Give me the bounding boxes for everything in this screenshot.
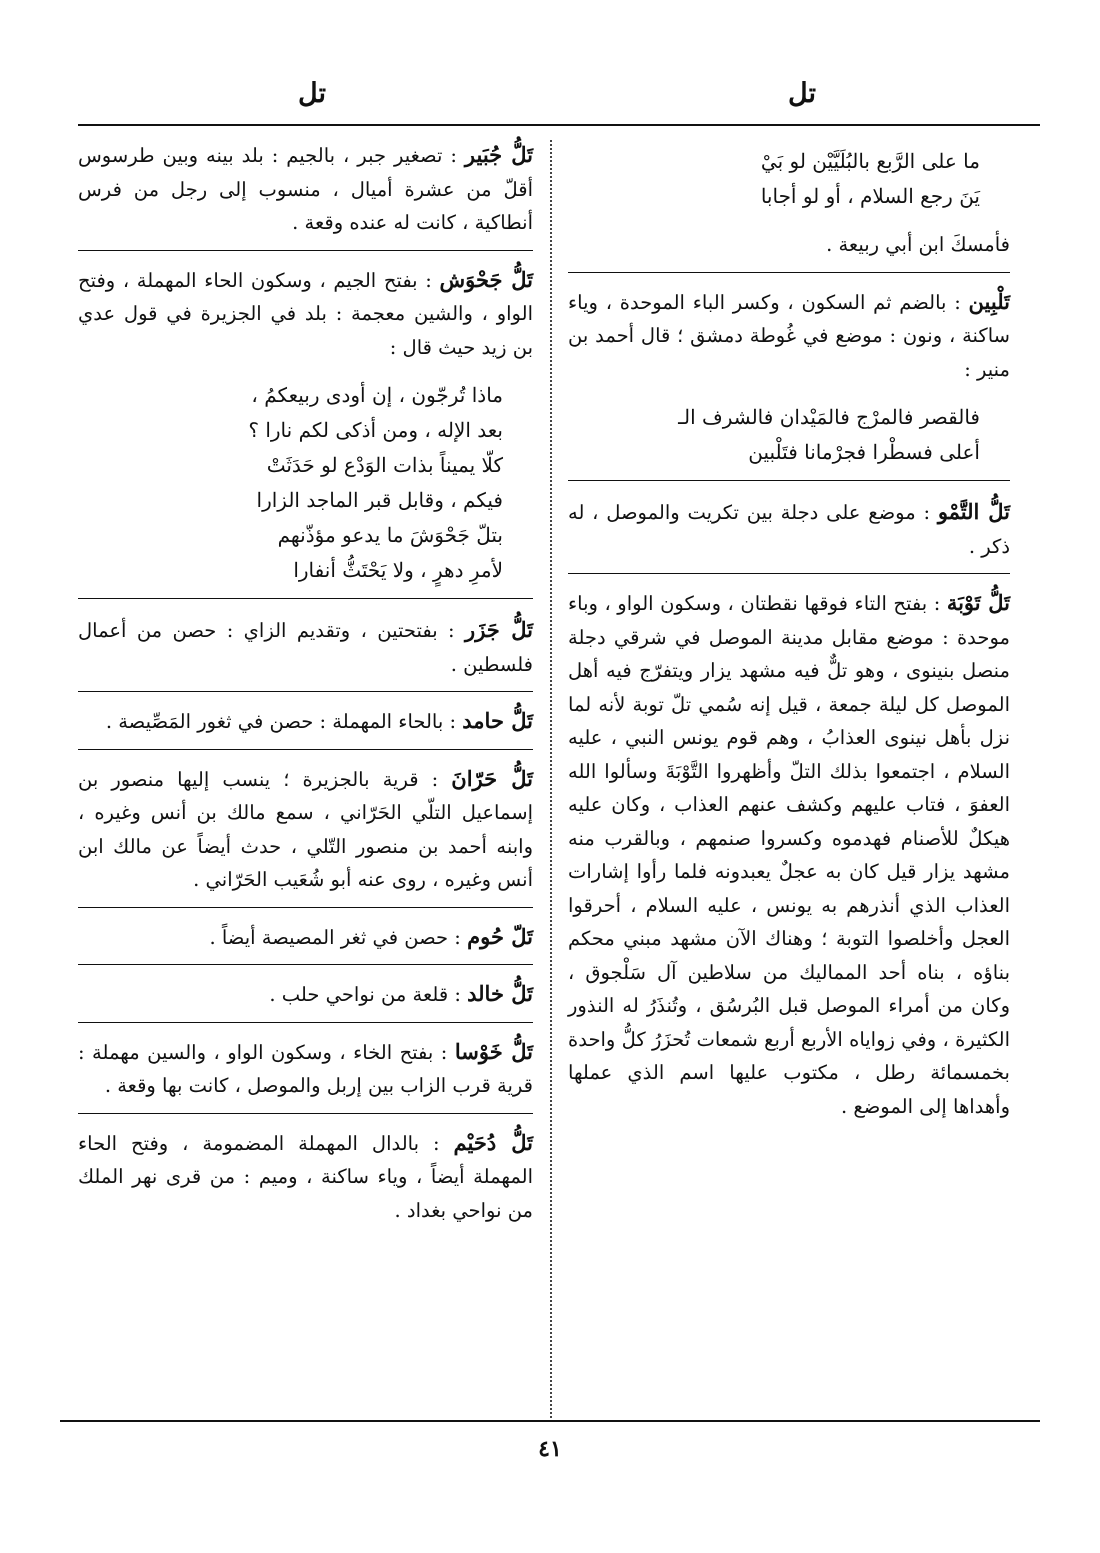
entry-headword: تَلُّ دُحَيْم bbox=[453, 1129, 533, 1155]
verse-block bbox=[78, 378, 533, 599]
entry-headword: تَلُّ خالد bbox=[467, 981, 533, 1006]
header-word-right: تل bbox=[788, 78, 816, 109]
verse-line: ماذا تُرجّون ، إن أودى ربيعكمُ ، bbox=[251, 383, 503, 407]
verse-line: فالقصر فالمرْج فالمَيْدان فالشرف الـ bbox=[678, 405, 980, 429]
entry-text: : بفتح التاء فوقها نقطتان ، وسكون الواو ، وباء موحدة : موضع مقابل مدينة الموصل في شرقي دجلة منصل بنينوى ، وهو تلٌّ فيه مشهد يزار ويتفرّج فيه أهل الموصل كل ليلة جمعة ، قيل إنه سُمي تلّ توبة لأنه لما نزل بأهل نينوى العذابُ ، وهم قوم يونس النبي ، عليه السلام ، اجتمعوا بذلك التلّ وأظهروا التَّوْبَةَ وسألوا الله العفوَ ، فتاب عليهم وكشف عنهم العذاب ، وكان عليه هيكلٌ للأصنام فهدموه وكسروا صنمهم ، وبالقرب منه مشهد يزار قيل كان به عجلٌ يعبدونه فلما رأوا إشارات العذاب الذي أنذرهم به يونس ، عليه السلام ، أحرقوا العجل وأخلصوا التوبة ؛ وهناك الآن مشهد مبني محكم بناؤه ، بناه أحد المماليك من سلاطين آل سَلْجوق ، وكان من أمراء الموصل قبل البُرسُق ، وتُنذَرُ له النذور الكثيرة ، وفي زواياه الأربع أربع شمعات تُحزَرُ كلُّ واحدة بخمسمائة رطل ، مكتوب عليها اسم الذي عملها وأهداها إلى الموضع . bbox=[568, 592, 1010, 1118]
entry-harran bbox=[78, 762, 533, 908]
verse-line: بعد الإله ، ومن أذكى لكم نارا ؟ bbox=[248, 418, 503, 442]
verse-line: فيكم ، وقابل قبر الماجد الزارا bbox=[256, 488, 503, 512]
top-rule bbox=[78, 124, 1040, 126]
verse-line: بتلّ جَحْوَشَ ما يدعو مؤذّنهم bbox=[277, 523, 503, 547]
entry-text: : بالحاء المهملة : حصن في ثغور المَصِّيصة . bbox=[105, 710, 457, 733]
entry-hum bbox=[78, 920, 533, 966]
entry-jazar bbox=[78, 613, 533, 692]
entry-khalid bbox=[78, 977, 533, 1023]
entry-text: : قلعة من نواحي حلب . bbox=[269, 983, 461, 1006]
entry-khawsa bbox=[78, 1035, 533, 1114]
entry-text: : بالدال المهملة المضمومة ، وفتح الحاء المهملة أيضاً ، وياء ساكنة ، وميم : من قرى نهر الملك من نواحي بغداد . bbox=[78, 1131, 533, 1222]
entry-text: : تصغير جبر ، بالجيم : بلد بينه وبين طرسوس أقلّ من عشرة أميال ، منسوب إلى رجل من فرس أنطاكية ، كانت له عنده وقعة . bbox=[78, 144, 533, 234]
entry-headword: تَلُّ جَزَر bbox=[465, 617, 534, 642]
entry-tawba bbox=[568, 586, 1010, 1123]
page-number: ٤١ bbox=[538, 1436, 562, 1462]
entry-text: : بفتحتين ، وتقديم الزاي : حصن من أعمال فلسطين . bbox=[78, 619, 533, 676]
entry-text: : قرية بالجزيرة ؛ ينسب إليها منصور بن إسماعيل التلّي الحَرّاني ، سمع مالك بن أنس وغيره ، وابنه أحمد بن منصور التّلي ، حدث أيضاً عن مالك ابن أنس وغيره ، روى عنه أبو شُعَيب الحَرّاني . bbox=[78, 767, 533, 891]
entry-talbin bbox=[568, 285, 1010, 387]
entry-headword: تَلُّ خَوْسا bbox=[454, 1038, 534, 1064]
entry-headword: تَلُّ حامد bbox=[462, 708, 533, 733]
verse-line: ما على الرَّبع بالبُلَيَّيْن لو بَيْ bbox=[760, 149, 980, 173]
verse-block bbox=[568, 144, 1010, 214]
bottom-rule bbox=[60, 1420, 1040, 1422]
entry-jahwash bbox=[78, 263, 533, 365]
verse-line: يَنَ رجع السلام ، أو لو أجابا bbox=[760, 184, 980, 208]
verse-line: أعلى فسطْرا فجرْمانا فتَلْبين bbox=[748, 440, 980, 464]
entry-text: : بفتح الجيم ، وسكون الحاء المهملة ، وفتح الواو ، والشين معجمة : بلد في الجزيرة في قول عدي بن زيد حيث قال : bbox=[78, 268, 533, 359]
verse-line: كلّا يميناً بذات الوَدْع لو حَدَثَتْ bbox=[266, 453, 503, 477]
entry-text: : موضع على دجلة بين تكريت والموصل ، له ذكر . bbox=[568, 501, 1010, 558]
left-column bbox=[78, 138, 533, 1241]
entry-headword: تَلّ حُوم bbox=[467, 923, 533, 949]
entry-text: : حصن في ثغر المصيصة أيضاً . bbox=[209, 925, 461, 949]
note-paragraph: فأمسكَ ابن أبي ربيعة . bbox=[568, 228, 1010, 273]
column-divider bbox=[550, 140, 552, 1418]
entry-headword: تَلُّ التَّمْو bbox=[937, 499, 1011, 524]
entry-headword: تَلُّ حَرّانَ bbox=[451, 765, 534, 791]
entry-tamu bbox=[568, 495, 1010, 574]
verse-line: لأمرِ دهرٍ ، ولا يَحْتَثُّ أنفارا bbox=[293, 558, 503, 582]
header-word-left: تل bbox=[298, 78, 326, 109]
entry-headword: تَلْبِين bbox=[968, 288, 1010, 314]
entry-hamid bbox=[78, 704, 533, 750]
entry-text: : بالضم ثم السكون ، وكسر الباء الموحدة ، وياء ساكنة ، ونون : موضع في غُوطة دمشق ؛ قال أحمد بن منير : bbox=[568, 290, 1010, 381]
entry-text: : بفتح الخاء ، وسكون الواو ، والسين مهملة : قرية قرب الزاب بين إربل والموصل ، كانت بها وقعة . bbox=[78, 1040, 533, 1097]
verse-block bbox=[568, 400, 1010, 481]
entry-headword: تَلُّ جَحْوَش bbox=[439, 266, 533, 292]
entry-headword: تَلُّ تَوْبَة bbox=[946, 590, 1011, 615]
entry-jubayr bbox=[78, 138, 533, 251]
entry-headword: تَلُّ جُبَير bbox=[464, 142, 533, 167]
entry-duhaym bbox=[78, 1126, 533, 1228]
right-column bbox=[568, 138, 1010, 1137]
